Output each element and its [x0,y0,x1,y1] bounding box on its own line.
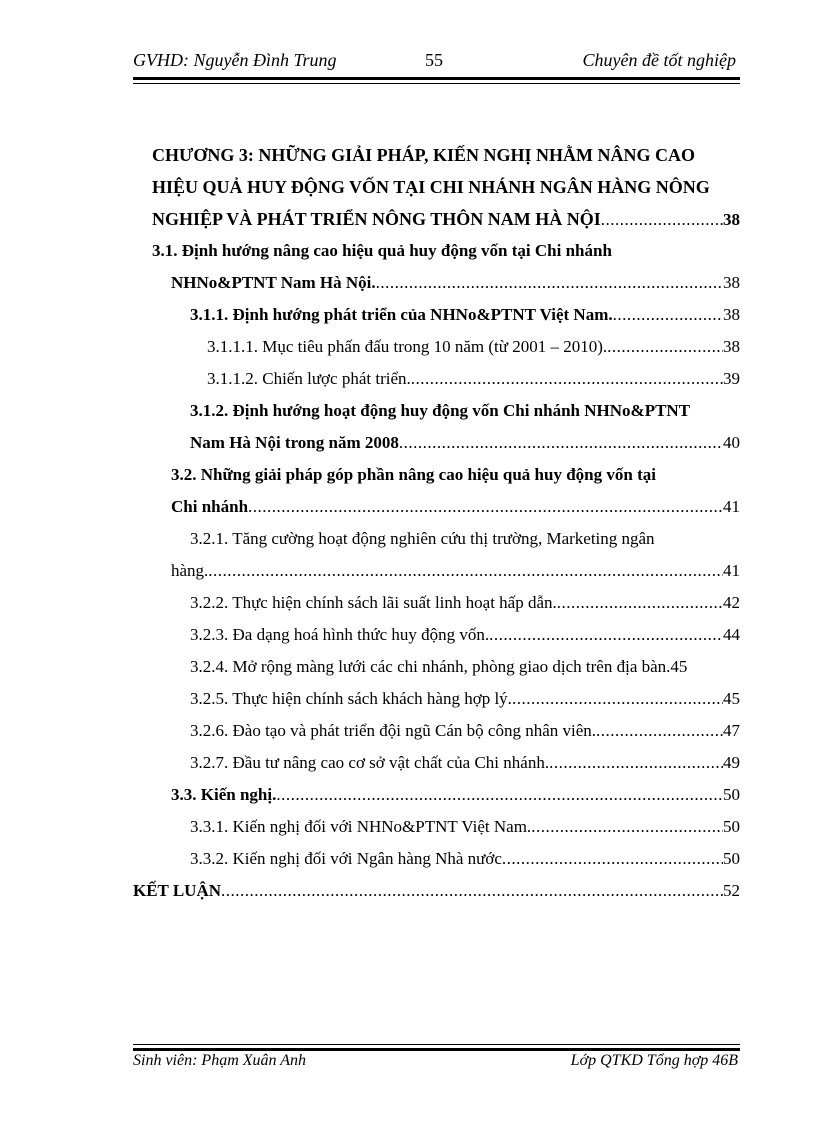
leader-dots [276,785,723,805]
toc-entry-3-3[interactable]: 3.3. Kiến nghị. ..... 50 [171,785,740,815]
toc-entry-3-1-1[interactable]: 3.1.1. Định hướng phát triển của NHNo&PTNT Việt Nam. ..... 38 [190,305,740,335]
leader-dots [376,273,723,293]
toc-page-number: 41 [723,497,740,516]
toc-page-number: 38 [723,337,740,356]
toc-page-number: 50 [723,785,740,804]
leader-dots [549,753,723,773]
leader-dots [557,593,723,613]
leader-dots [399,433,723,453]
leader-dots [531,817,723,837]
toc-page-number: 42 [723,593,740,612]
toc-entry-3-2-line1[interactable]: 3.2. Những giải pháp góp phần nâng cao hiệu quả huy động vốn tại [171,465,656,484]
toc-page-number: 38 [723,210,740,229]
leader-dots [208,561,723,581]
toc-entry-3-2-4[interactable]: 3.2.4. Mở rộng màng lưới các chi nhánh, phòng giao dịch trên địa bàn. 45 [190,657,688,676]
leader-dots [613,305,723,325]
toc-entry-3-1-1-1[interactable]: 3.1.1.1. Mục tiêu phấn đấu trong 10 năm (từ 2001 – 2010). ..... 38 [207,337,740,367]
toc-page-number: 50 [723,849,740,868]
toc-entry-3-3-1[interactable]: 3.3.1. Kiến nghị đối với NHNo&PTNT Việt Nam. ..... 50 [190,817,740,847]
toc-page-number: 45 [670,657,688,676]
toc-page-number: 39 [723,369,740,388]
toc-page-number: 38 [723,273,740,292]
footer-rule [133,1044,740,1051]
toc-entry-chapter3[interactable]: NGHIỆP VÀ PHÁT TRIỂN NÔNG THÔN NAM HÀ NỘI ..... 38 [152,209,740,239]
toc-entry-3-3-2[interactable]: 3.3.2. Kiến nghị đối với Ngân hàng Nhà nước ..... 50 [190,849,740,879]
leader-dots [596,721,723,741]
toc-entry-3-2-3[interactable]: 3.2.3. Đa dạng hoá hình thức huy động vốn. ..... 44 [190,625,740,655]
toc-entry-3-2-2[interactable]: 3.2.2. Thực hiện chính sách lãi suất linh hoạt hấp dẫn. ..... 42 [190,593,740,623]
toc-entry-3-1-2-line1[interactable]: 3.1.2. Định hướng hoạt động huy động vốn Chi nhánh NHNo&PTNT [190,401,691,420]
leader-dots [512,689,723,709]
leader-dots [502,849,723,869]
toc-entry-3-1-1-2[interactable]: 3.1.1.2. Chiến lược phát triển. ..... 39 [207,369,740,399]
toc-entry-3-2-7[interactable]: 3.2.7. Đầu tư nâng cao cơ sở vật chất của Chi nhánh. ..... 49 [190,753,740,783]
toc-entry-conclusion[interactable]: KẾT LUẬN ..... 52 [133,881,740,911]
toc-page-number: 44 [723,625,740,644]
toc-page-number: 49 [723,753,740,772]
toc-chapter3-line1: CHƯƠNG 3: NHỮNG GIẢI PHÁP, KIẾN NGHỊ NHẰM NÂNG CAO [152,145,695,165]
leader-dots [248,497,723,517]
header-doc-type: Chuyên đề tốt nghiệp [582,50,736,70]
toc-page-number: 45 [723,689,740,708]
toc-page-number: 52 [723,881,740,900]
toc-entry-3-2-1-line1[interactable]: 3.2.1. Tăng cường hoạt động nghiên cứu thị trường, Marketing ngân [190,529,655,548]
header-supervisor: GVHD: Nguyễn Đình Trung [133,50,337,70]
toc-entry-3-1-line1[interactable]: 3.1. Định hướng nâng cao hiệu quả huy động vốn tại Chi nhánh [152,241,612,260]
toc-entry-3-1[interactable]: NHNo&PTNT Nam Hà Nội. ..... 38 [171,273,740,303]
leader-dots [489,625,723,645]
page-header [133,50,740,78]
leader-dots [607,337,723,357]
footer-class: Lớp QTKD Tổng hợp 46B [570,1052,738,1069]
toc-page-number: 50 [723,817,740,836]
toc-entry-3-2-5[interactable]: 3.2.5. Thực hiện chính sách khách hàng hợp lý. ..... 45 [190,689,740,719]
toc-chapter3-line2: HIỆU QUẢ HUY ĐỘNG VỐN TẠI CHI NHÁNH NGÂN HÀNG NÔNG [152,177,710,197]
header-rule [133,77,740,84]
leader-dots [411,369,723,389]
leader-dots [221,881,723,901]
page-footer [133,1052,740,1076]
toc-entry-3-2-1[interactable]: hàng. ..... 41 [171,561,740,591]
footer-student: Sinh viên: Phạm Xuân Anh [133,1052,307,1069]
toc-page-number: 41 [723,561,740,580]
toc-entry-3-1-2[interactable]: Nam Hà Nội trong năm 2008 ..... 40 [190,433,740,463]
header-page-number: 55 [425,50,443,70]
toc-entry-3-2-6[interactable]: 3.2.6. Đào tạo và phát triển đội ngũ Cán bộ công nhân viên. ..... 47 [190,721,740,751]
leader-dots [601,210,723,230]
toc-entry-3-2[interactable]: Chi nhánh ..... 41 [171,497,740,527]
toc-page-number: 40 [723,433,740,452]
toc-page-number: 47 [723,721,740,740]
toc-page-number: 38 [723,305,740,324]
